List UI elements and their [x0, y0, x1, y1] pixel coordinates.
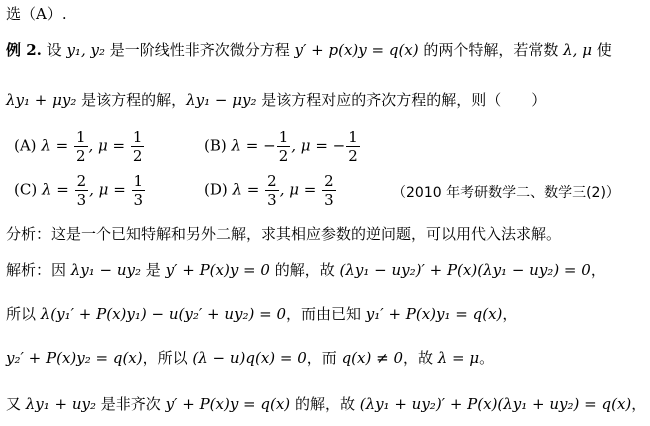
denominator: 2	[132, 147, 143, 165]
solution-text: ，	[502, 305, 518, 323]
question-text: 是该方程的解，	[76, 91, 187, 109]
solution-text: ，	[631, 395, 647, 413]
solution-text: ，	[590, 261, 606, 279]
math-expression: (λ − u)q(x) = 0	[192, 349, 307, 367]
numerator: 1	[133, 172, 144, 190]
mu-symbol: , μ =	[89, 180, 126, 199]
solution-text: ，而	[306, 349, 342, 367]
fraction	[75, 172, 89, 209]
solution-text: 是	[141, 261, 166, 279]
solution-text: ，所以	[142, 349, 193, 367]
denominator: 3	[133, 191, 144, 209]
answer-line	[6, 4, 67, 24]
lambda-symbol: λ =	[231, 136, 259, 155]
math-expression: y′ + P(x)y = 0	[165, 261, 270, 279]
denominator: 3	[76, 191, 87, 209]
option-label: (D)	[204, 180, 228, 199]
solution-text: 又	[6, 395, 26, 413]
solution-line-2	[6, 304, 517, 324]
denominator: 3	[324, 191, 334, 209]
fraction	[132, 172, 146, 209]
question-text: 使	[591, 41, 612, 59]
denominator: 3	[267, 191, 277, 209]
sign: −	[263, 136, 276, 155]
math-expression: λ(y₁′ + P(x)y₁) − u(y₂′ + uy₂) = 0	[40, 305, 286, 323]
math-expression: λy₁ − μy₂	[186, 91, 257, 109]
sign: −	[332, 136, 346, 155]
answer-text: 选（A）.	[6, 5, 67, 23]
option-label: (A)	[14, 136, 37, 155]
solution-text: 的解，故	[290, 395, 360, 413]
solution-text: ，故	[403, 349, 438, 367]
numerator: 1	[75, 128, 86, 146]
fraction	[265, 172, 279, 209]
numerator: 1	[132, 128, 143, 146]
option-d	[204, 172, 337, 209]
fraction	[277, 128, 291, 165]
denominator: 2	[348, 147, 358, 165]
fraction	[346, 128, 360, 165]
lambda-symbol: λ =	[41, 180, 69, 199]
fraction	[74, 128, 88, 165]
math-expression: (λy₁ − uy₂)′ + P(x)(λy₁ − uy₂) = 0	[339, 261, 591, 279]
option-b	[204, 128, 361, 165]
question-text: 是一阶线性非齐次微分方程	[104, 41, 295, 59]
solution-text: 解析：因	[6, 261, 71, 279]
math-expression: (λy₁ + uy₂)′ + P(x)(λy₁ + uy₂) = q(x)	[359, 395, 632, 413]
solution-text: 是非齐次	[96, 395, 166, 413]
source-citation: （2010 年考研数学二、数学三(2)）	[392, 185, 620, 201]
question-line-1	[6, 40, 612, 60]
math-expression: q(x) ≠ 0	[341, 349, 403, 367]
numerator: 1	[278, 128, 289, 146]
solution-text: 的解，故	[269, 261, 340, 279]
solution-text: 。	[479, 349, 495, 367]
math-expression: λ = μ	[437, 349, 480, 367]
math-expression: λy₁ + uy₂	[25, 395, 97, 413]
denominator: 2	[75, 147, 86, 165]
example-label: 例 2.	[6, 41, 42, 59]
solution-line-4	[6, 394, 646, 414]
numerator: 2	[324, 172, 334, 190]
denominator: 2	[278, 147, 289, 165]
numerator: 2	[267, 172, 277, 190]
option-label: (C)	[14, 180, 38, 199]
question-text: 的两个特解，若常数	[418, 41, 564, 59]
mu-symbol: , μ =	[279, 180, 317, 199]
option-c	[14, 172, 146, 209]
lambda-symbol: λ =	[232, 180, 260, 199]
solution-line-3	[6, 348, 494, 368]
math-expression: λy₁ − uy₂	[70, 261, 142, 279]
math-expression: y′ + p(x)y = q(x)	[294, 41, 419, 59]
math-expression: y₁′ + P(x)y₁ = q(x)	[365, 305, 503, 323]
math-expression: y′ + P(x)y = q(x)	[165, 395, 291, 413]
solution-text: ，而由已知	[286, 305, 366, 323]
fraction	[322, 172, 336, 209]
option-label: (B)	[204, 136, 227, 155]
option-a	[14, 128, 145, 165]
analysis-line	[6, 224, 561, 244]
numerator: 2	[76, 172, 87, 190]
math-expression: λy₁ + μy₂	[6, 91, 77, 109]
solution-text: 所以	[6, 305, 41, 323]
mu-symbol: , μ =	[88, 136, 126, 155]
question-text: 是该方程对应的齐次方程的解，则（ ）	[256, 91, 547, 109]
mu-symbol: , μ =	[291, 136, 328, 155]
lambda-symbol: λ =	[41, 136, 69, 155]
numerator: 1	[348, 128, 358, 146]
math-expression: y₂′ + P(x)y₂ = q(x)	[6, 349, 143, 367]
math-expression: y₁, y₂	[66, 41, 105, 59]
solution-line-1	[6, 260, 606, 280]
analysis-text: 分析：这是一个已知特解和另外二解，求其相应参数的逆问题，可以用代入法求解。	[6, 225, 562, 243]
question-text: 设	[46, 41, 67, 59]
question-line-2	[6, 90, 546, 110]
fraction	[131, 128, 145, 165]
math-expression: λ, μ	[563, 41, 592, 59]
